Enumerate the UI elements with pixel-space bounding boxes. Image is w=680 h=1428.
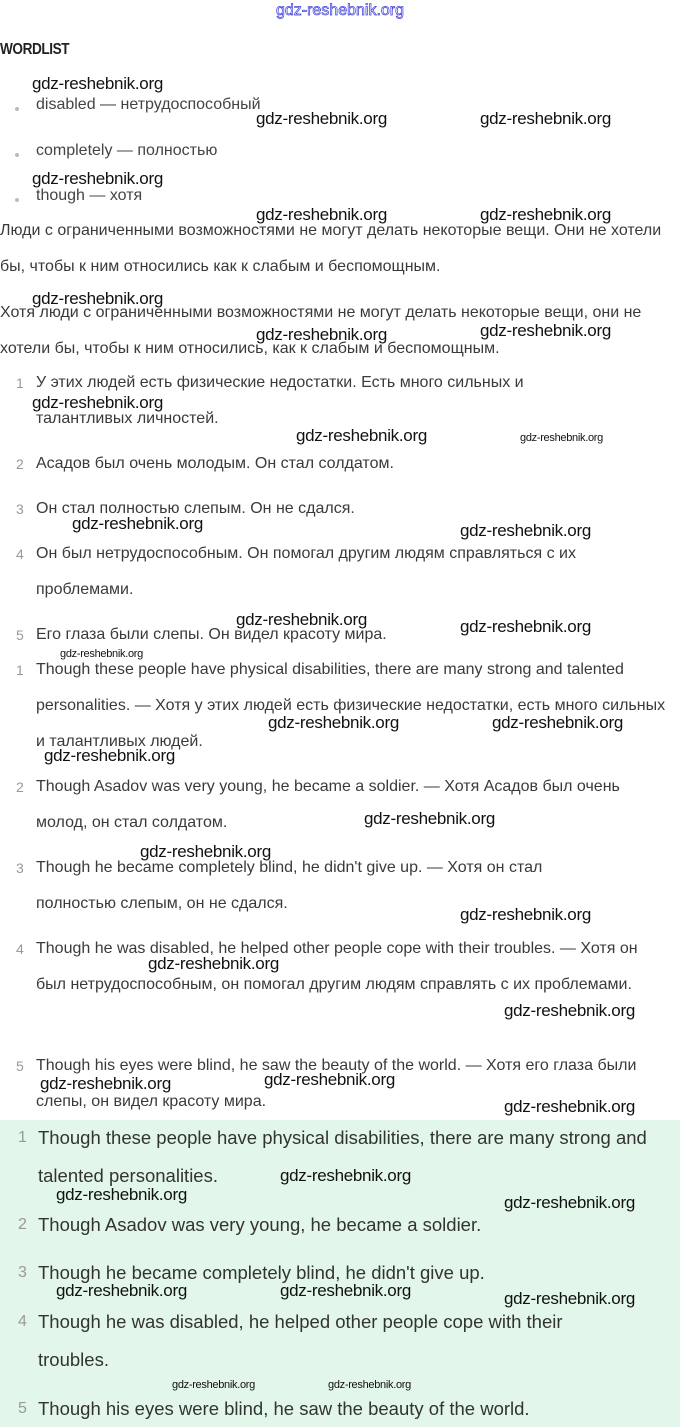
item-number: 2 — [16, 456, 24, 472]
item-text: Though Asadov was very young, he became a soldier. — [38, 1214, 482, 1235]
wordlist-item — [18, 187, 142, 205]
watermark: gdz-reshebnik.org — [236, 610, 367, 629]
watermark: gdz-reshebnik.org — [56, 1281, 187, 1300]
watermark: gdz-reshebnik.org — [256, 325, 387, 344]
watermark: gdz-reshebnik.org — [56, 1185, 187, 1204]
watermark: gdz-reshebnik.org — [40, 1074, 171, 1093]
paragraph-original: Люди с ограниченными возможностями не могут делать некоторые вещи. Они не хотели бы, чтобы к ним относились как к слабым и беспомощным. — [0, 222, 662, 275]
watermark: gdz-reshebnik.org — [480, 205, 611, 224]
item-number: 3 — [16, 501, 24, 517]
watermark: gdz-reshebnik.org — [280, 1166, 411, 1185]
item-number: 4 — [16, 546, 24, 562]
watermark: gdz-reshebnik.org — [32, 289, 163, 308]
item-text: Though he was disabled, he helped other people cope with their troubles. — Хотя он был нетрудоспособным, он помогал другим людям справлять с их проблемами. — [36, 940, 638, 993]
watermark: gdz-reshebnik.org — [460, 905, 591, 924]
item-text: Though these people have physical disabilities, there are many strong and talented personalities. — [38, 1127, 647, 1186]
item-text: Он стал полностью слепым. Он не сдался. — [36, 500, 355, 517]
paragraph-combined: Хотя люди с ограниченными возможностями не могут делать некоторые вещи, они не хотели бы, чтобы к ним относились, как к слабым и беспомощным. — [0, 304, 642, 357]
item-number: 1 — [16, 662, 24, 678]
watermark: gdz-reshebnik.org — [172, 1379, 255, 1391]
watermark: gdz-reshebnik.org — [480, 321, 611, 340]
item-text: Асадов был очень молодым. Он стал солдатом. — [36, 455, 394, 472]
item-text: Though he became completely blind, he didn't give up. — [38, 1262, 485, 1283]
watermark: gdz-reshebnik.org — [148, 954, 279, 973]
watermark: gdz-reshebnik.org — [296, 426, 427, 445]
watermark: gdz-reshebnik.org — [504, 1001, 635, 1020]
item-text: У этих людей есть физические недостатки. Есть много сильных и талантливых личностей. — [36, 374, 524, 427]
watermark: gdz-reshebnik.org — [492, 713, 623, 732]
item-text: Though these people have physical disabilities, there are many strong and talented personalities. — Хотя у этих людей есть физические недостатки, есть много сильных и талантливых людей. — [36, 661, 666, 750]
watermark: gdz-reshebnik.org — [504, 1289, 635, 1308]
watermark: gdz-reshebnik.org — [504, 1193, 635, 1212]
watermark: gdz-reshebnik.org — [256, 205, 387, 224]
wordlist-item-text: completely — полностью — [36, 142, 218, 159]
watermark: gdz-reshebnik.org — [140, 842, 271, 861]
watermark: gdz-reshebnik.org — [520, 432, 603, 444]
item-number: 5 — [16, 1058, 24, 1074]
watermark: gdz-reshebnik.org — [44, 746, 175, 765]
item-text: Он был нетрудоспособным. Он помогал другим людям справляться с их проблемами. — [36, 545, 576, 598]
item-number: 5 — [16, 627, 24, 643]
watermark: gdz-reshebnik.org — [268, 713, 399, 732]
watermark: gdz-reshebnik.org — [264, 1070, 395, 1089]
item-number: 2 — [18, 1216, 27, 1233]
wordlist-heading: WORDLIST — [0, 41, 70, 58]
item-number: 1 — [18, 1129, 27, 1146]
item-text: Though he became completely blind, he didn't give up. — Хотя он стал полностью слепым, он не сдался. — [36, 859, 543, 912]
item-number: 2 — [16, 779, 24, 795]
wordlist-item — [18, 96, 261, 114]
item-number: 4 — [18, 1313, 27, 1330]
wordlist-item — [18, 142, 217, 160]
answer-item — [18, 1390, 668, 1428]
item-text: Though his eyes were blind, he saw the beauty of the world. — Хотя его глаза были слепы, он видел красоту мира. — [36, 1057, 637, 1110]
item-number: 3 — [16, 860, 24, 876]
wordlist-item-text: disabled — нетрудоспособный — [36, 96, 261, 113]
watermark: gdz-reshebnik.org — [32, 169, 163, 188]
watermark: gdz-reshebnik.org — [280, 1281, 411, 1300]
list-item — [16, 446, 666, 482]
item-number: 3 — [18, 1264, 27, 1281]
item-text: Though he was disabled, he helped other people cope with their troubles. — [38, 1311, 563, 1370]
watermark: gdz-reshebnik.org — [460, 617, 591, 636]
watermark: gdz-reshebnik.org — [480, 109, 611, 128]
answer-item — [18, 1303, 618, 1379]
list-item — [16, 536, 666, 608]
watermark: gdz-reshebnik.org — [460, 521, 591, 540]
item-text: Его глаза были слепы. Он видел красоту мира. — [36, 626, 387, 643]
wordlist-item-text: though — хотя — [36, 187, 143, 204]
item-number: 1 — [16, 375, 24, 391]
item-number: 5 — [18, 1400, 27, 1417]
watermark: gdz-reshebnik.org — [328, 1379, 411, 1391]
watermark: gdz-reshebnik.org — [256, 109, 387, 128]
watermark: gdz-reshebnik.org — [32, 74, 163, 93]
list-item — [16, 931, 666, 1003]
item-text: Though Asadov was very young, he became a soldier. — Хотя Асадов был очень молод, он стал солдатом. — [36, 778, 620, 831]
watermark: gdz-reshebnik.org — [504, 1097, 635, 1116]
item-text: Though his eyes were blind, he saw the beauty of the world. — [38, 1398, 530, 1419]
watermark: gdz-reshebnik.org — [72, 514, 203, 533]
watermark: gdz-reshebnik.org — [364, 809, 495, 828]
site-watermark-header[interactable]: gdz-reshebnik.org — [275, 2, 405, 19]
watermark: gdz-reshebnik.org — [32, 393, 163, 412]
list-item — [16, 769, 636, 841]
item-number: 4 — [16, 941, 24, 957]
watermark: gdz-reshebnik.org — [60, 648, 143, 660]
list-item — [16, 652, 666, 760]
